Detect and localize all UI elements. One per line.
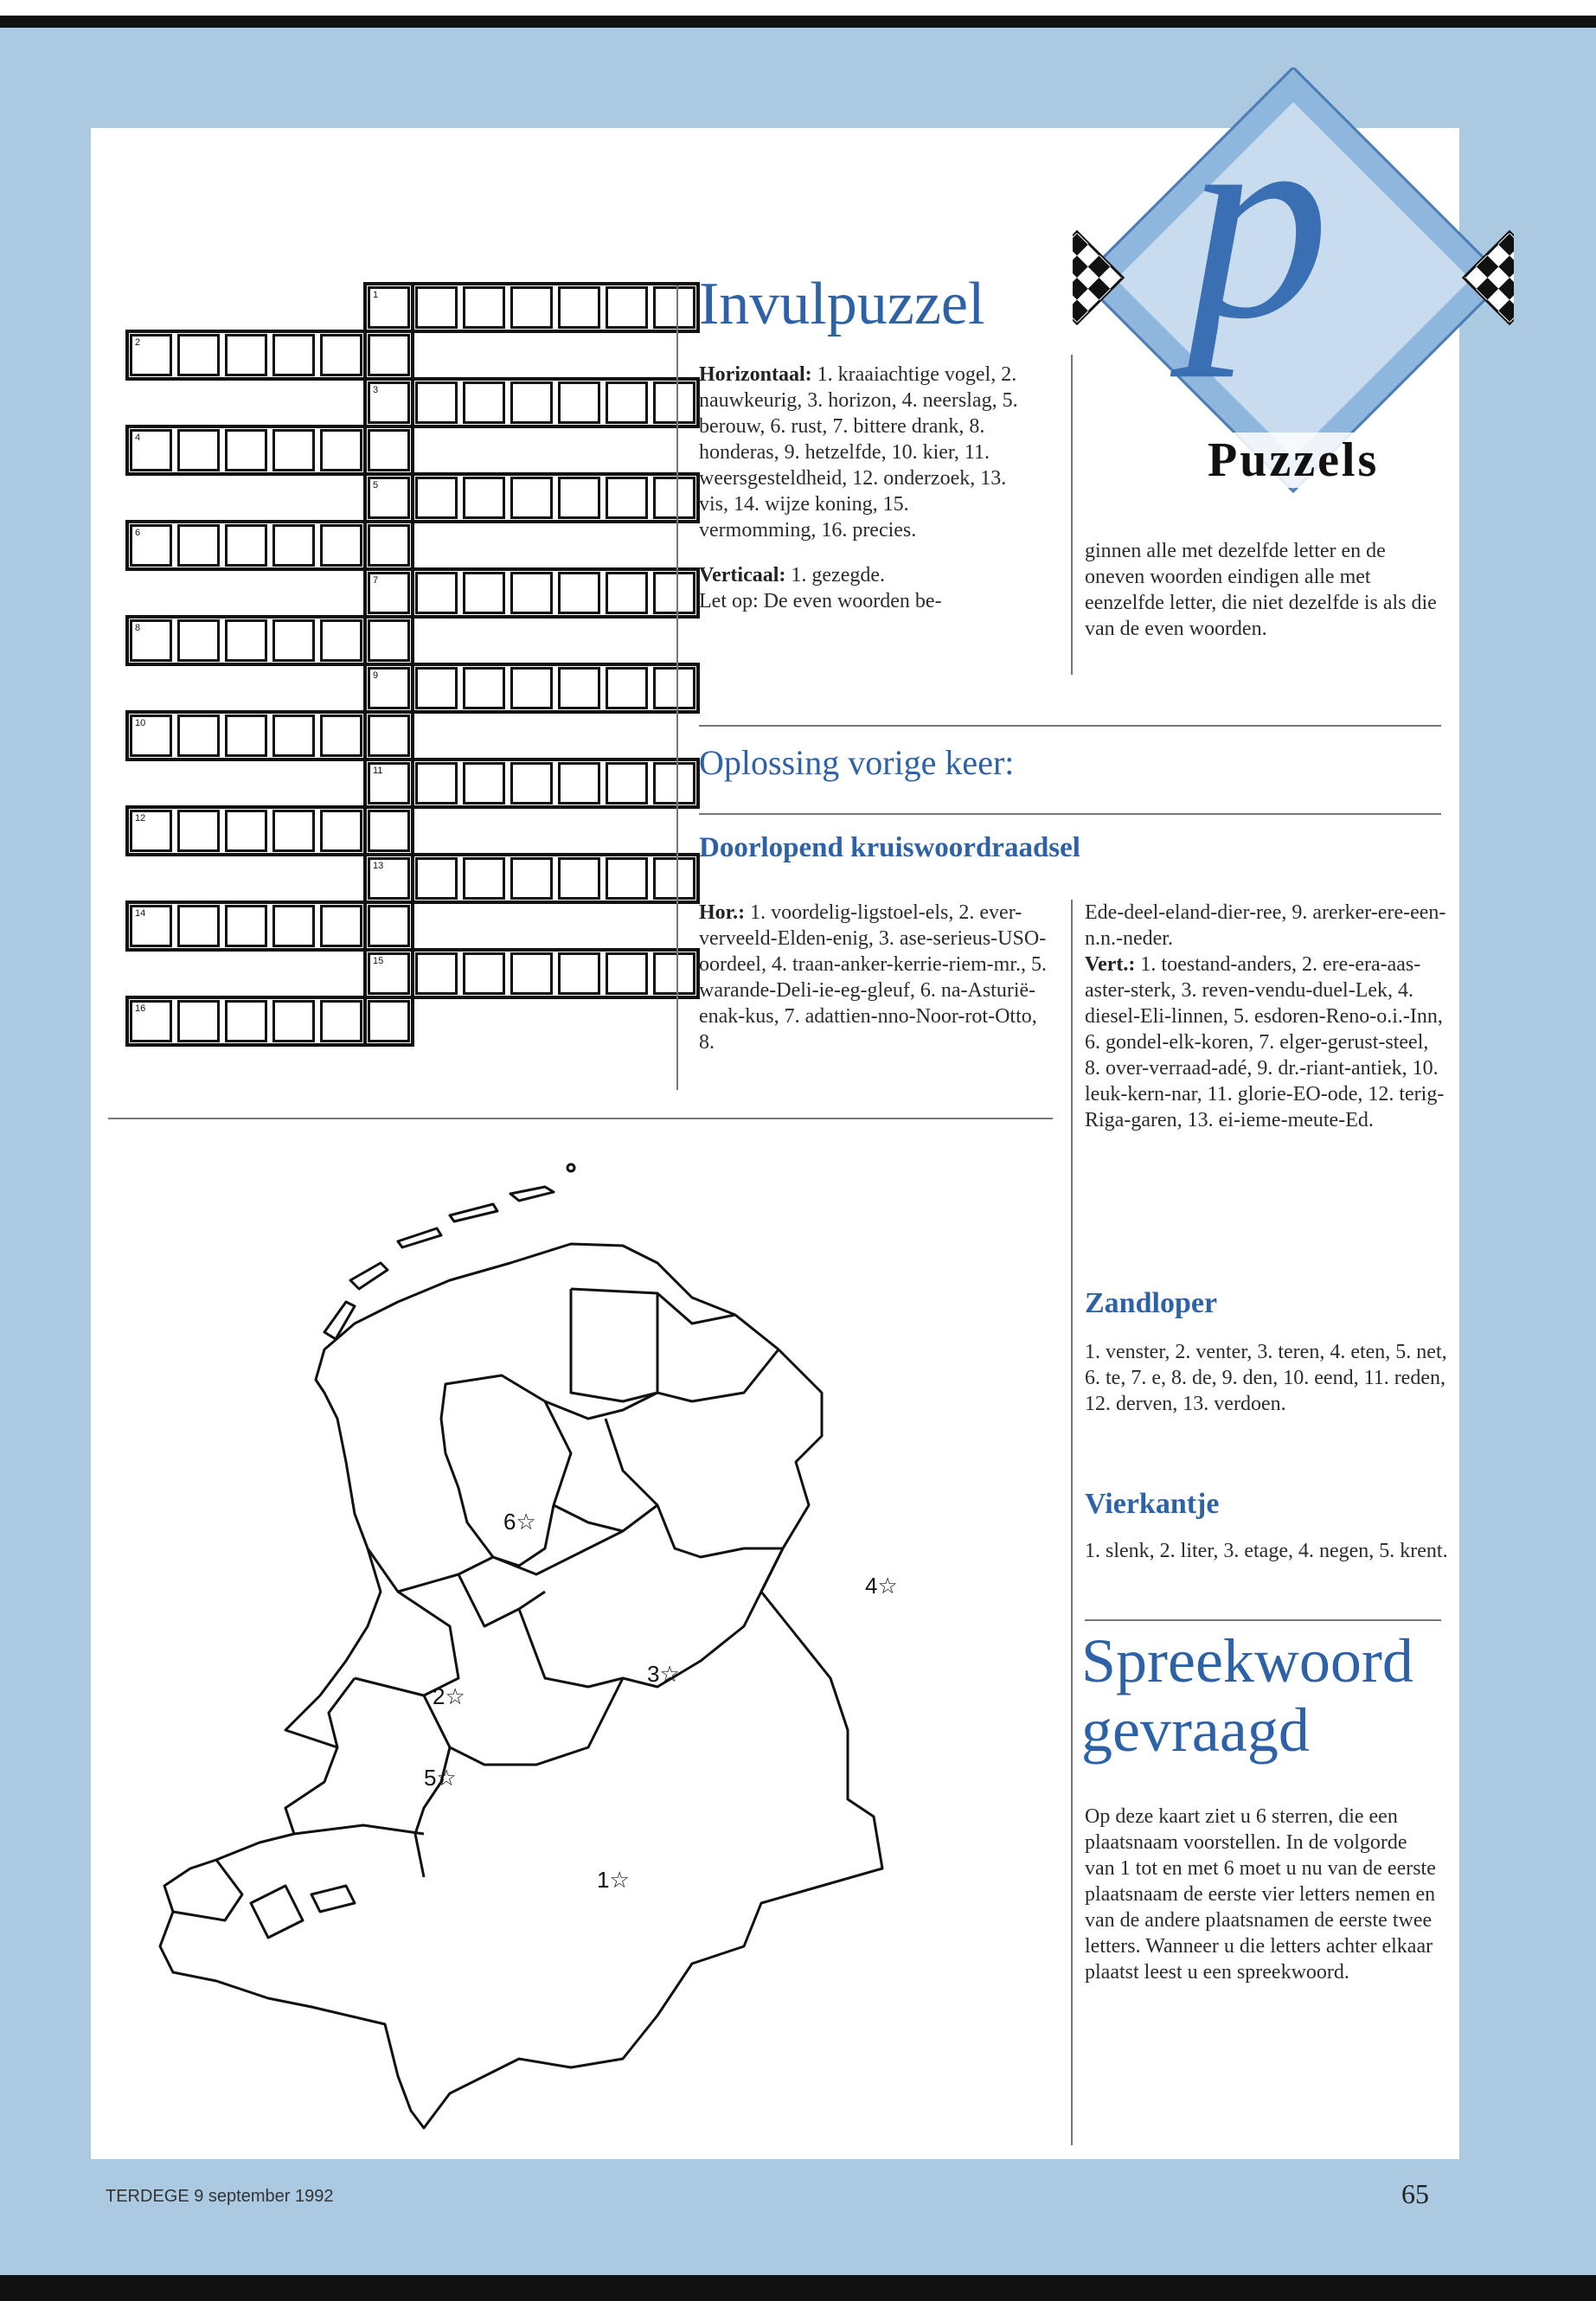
grid-cell[interactable] [463, 857, 505, 900]
clue-number: 12 [135, 813, 146, 824]
hor-solution-cont: Ede-deel-eland-dier-ree, 9. arerker-ere-een-n.n.-neder. [1085, 901, 1446, 950]
clue-number: 14 [135, 908, 146, 919]
column-cell[interactable] [368, 952, 410, 995]
grid-cell[interactable] [415, 857, 458, 900]
grid-cell[interactable] [272, 715, 315, 757]
grid-cell[interactable] [463, 952, 505, 995]
grid-cell[interactable] [320, 524, 362, 567]
brand-word: Puzzels [1204, 433, 1382, 488]
column-cell[interactable] [368, 715, 410, 757]
vert-solution: 1. toestand-anders, 2. ere-era-aas-aster-sterk, 3. reven-vendu-duel-Lek, 4. diesel-Eli-linnen, 5. esdoren-Reno-o.i.-Inn, 6. gondel-elk-koren, 7. elger-gerust-steel, 8. over-verraad-adé, 9. dr.-riant-antiek, 10. leuk-kern-nar, 11. glorie-EO-ode, 12. terig-Riga-garen, 13. ei-ieme-meute-Ed. [1085, 953, 1445, 1131]
doorlopend-right [1085, 900, 1448, 1133]
grid-cell[interactable] [272, 619, 315, 662]
grid-cell[interactable] [320, 619, 362, 662]
spreekwoord-text: Op deze kaart ziet u 6 sterren, die een plaatsnaam voorstellen. In de volgorde van 1 tot en met 6 moet u nu van de eerste plaatsnaam de eerste vier letters nemen en van de andere plaatsnamen de eerste twee letters. Wanneer u die letters achter elkaar plaatst leest u een spreekwoord. [1085, 1805, 1436, 1984]
grid-cell[interactable] [653, 857, 695, 900]
map-star-2: 2☆ [433, 1683, 465, 1709]
clue-number: 16 [135, 1003, 146, 1014]
grid-cell[interactable] [130, 429, 172, 471]
map-star-3: 3☆ [647, 1661, 680, 1687]
column-cell[interactable] [368, 905, 410, 947]
grid-cell[interactable] [225, 1000, 267, 1042]
grid-cell[interactable] [606, 952, 648, 995]
note-continuation: ginnen alle met dezelfde letter en de oneven woorden eindigen alle met eenzelfde letter, die niet dezelfde is als die van de even woorden. [1085, 540, 1437, 640]
grid-cell[interactable] [510, 477, 553, 519]
grid-cell[interactable] [606, 762, 648, 804]
grid-cell[interactable] [463, 381, 505, 424]
grid-cell[interactable] [558, 572, 600, 614]
grid-cell[interactable] [463, 667, 505, 709]
grid-cell[interactable] [653, 381, 695, 424]
grid-cell[interactable] [510, 572, 553, 614]
grid-cell[interactable] [606, 667, 648, 709]
grid-cell[interactable] [177, 524, 220, 567]
verticaal-label: Verticaal: [699, 564, 786, 586]
grid-cell[interactable] [653, 762, 695, 804]
column-cell[interactable] [368, 381, 410, 424]
column-cell[interactable] [368, 429, 410, 471]
footer-publication: TERDEGE 9 september 1992 [106, 2187, 334, 2206]
column-cell[interactable] [368, 524, 410, 567]
grid-cell[interactable] [177, 1000, 220, 1042]
netherlands-map [138, 1142, 1047, 2145]
clue-number: 10 [135, 718, 146, 728]
grid-cell[interactable] [177, 429, 220, 471]
clue-number: 4 [135, 433, 141, 443]
spreekwoord-title-line2: gevraagd [1081, 1695, 1310, 1765]
grid-cell[interactable] [558, 286, 600, 329]
grid-cell[interactable] [130, 334, 172, 376]
grid-cell[interactable] [415, 762, 458, 804]
top-black-bar [0, 16, 1596, 28]
grid-cell[interactable] [415, 381, 458, 424]
grid-cell[interactable] [653, 286, 695, 329]
clue-number: 8 [135, 623, 141, 633]
grid-cell[interactable] [558, 952, 600, 995]
hor-label: Hor.: [699, 901, 746, 924]
grid-cell[interactable] [606, 477, 648, 519]
grid-cell[interactable] [463, 286, 505, 329]
map-star-6: 6☆ [503, 1509, 536, 1535]
page-number: 65 [1401, 2178, 1429, 2209]
doorlopend-title: Doorlopend kruiswoordraadsel [699, 832, 1080, 863]
clue-number: 6 [135, 528, 141, 538]
grid-cell[interactable] [130, 1000, 172, 1042]
column-cell[interactable] [368, 477, 410, 519]
invulpuzzel-title: Invulpuzzel [699, 271, 985, 337]
grid-cell[interactable] [225, 715, 267, 757]
grid-cell[interactable] [558, 381, 600, 424]
column-cell[interactable] [368, 619, 410, 662]
clue-number: 13 [373, 861, 384, 871]
divider-3 [1085, 1619, 1441, 1621]
clue-number: 7 [373, 575, 379, 586]
map-star-4: 4☆ [865, 1573, 898, 1599]
grid-cell[interactable] [606, 572, 648, 614]
grid-cell[interactable] [320, 334, 362, 376]
grid-cell[interactable] [510, 857, 553, 900]
grid-cell[interactable] [177, 619, 220, 662]
grid-cell[interactable] [558, 477, 600, 519]
map-star-1: 1☆ [597, 1867, 630, 1893]
grid-cell[interactable] [653, 667, 695, 709]
column-cell[interactable] [368, 667, 410, 709]
vertical-rule-2 [1071, 355, 1073, 675]
vierkantje-solution: 1. slenk, 2. liter, 3. etage, 4. negen, 5. krent. [1085, 1540, 1448, 1562]
zandloper-title: Zandloper [1085, 1287, 1218, 1319]
grid-cell[interactable] [510, 952, 553, 995]
doorlopend-hor [699, 900, 1049, 1055]
grid-cell[interactable] [653, 952, 695, 995]
grid-cell[interactable] [510, 286, 553, 329]
zandloper-solution: 1. venster, 2. venter, 3. teren, 4. eten, 5. net, 6. te, 7. e, 8. de, 9. den, 10. eend, 11. reden, 12. derven, 13. verdoen. [1085, 1341, 1447, 1415]
grid-cell[interactable] [653, 572, 695, 614]
grid-cell[interactable] [415, 477, 458, 519]
column-cell[interactable] [368, 1000, 410, 1042]
grid-cell[interactable] [510, 667, 553, 709]
spreekwoord-title [1081, 1626, 1413, 1765]
clue-number: 15 [373, 956, 384, 966]
clue-number: 11 [373, 766, 383, 776]
grid-cell[interactable] [510, 762, 553, 804]
column-cell[interactable] [368, 810, 410, 852]
grid-cell[interactable] [130, 524, 172, 567]
grid-cell[interactable] [177, 334, 220, 376]
grid-cell[interactable] [272, 334, 315, 376]
horizontaal-label: Horizontaal: [699, 363, 812, 386]
grid-cell[interactable] [463, 572, 505, 614]
grid-cell[interactable] [225, 429, 267, 471]
clue-number: 9 [373, 670, 379, 681]
grid-cell[interactable] [463, 762, 505, 804]
clue-number: 1 [373, 290, 379, 300]
column-cell[interactable] [368, 572, 410, 614]
oplossing-title: Oplossing vorige keer: [699, 743, 1015, 782]
grid-cell[interactable] [320, 715, 362, 757]
vertical-rule-3 [1071, 900, 1073, 2145]
grid-cell[interactable] [272, 524, 315, 567]
grid-cell[interactable] [272, 429, 315, 471]
grid-cell[interactable] [320, 1000, 362, 1042]
grid-cell[interactable] [510, 381, 553, 424]
grid-cell[interactable] [272, 810, 315, 852]
invulpuzzel-clues [699, 362, 1028, 614]
horizontaal-clues: 1. kraaiachtige vogel, 2. nauwkeurig, 3. horizon, 4. neerslag, 5. berouw, 6. rust, 7. bittere drank, 8. honderas, 9. hetzelfde, 10. kier, 11. weersgesteldheid, 12. onderzoek, 13. vis, 14. wijze koning, 15. vermomming, 16. precies. [699, 363, 1018, 542]
grid-cell[interactable] [177, 810, 220, 852]
clue-number: 2 [135, 337, 141, 348]
bottom-black-bar [0, 2275, 1596, 2301]
map-star-5: 5☆ [424, 1765, 457, 1791]
spreekwoord-title-line1: Spreekwoord [1081, 1626, 1413, 1695]
grid-cell[interactable] [272, 1000, 315, 1042]
brand-letter: p [1187, 62, 1330, 378]
grid-cell[interactable] [225, 810, 267, 852]
vertical-rule-1 [676, 285, 678, 1090]
grid-cell[interactable] [320, 429, 362, 471]
column-cell[interactable] [368, 286, 410, 329]
grid-cell[interactable] [272, 905, 315, 947]
grid-cell[interactable] [606, 286, 648, 329]
divider-1 [699, 725, 1441, 727]
grid-cell[interactable] [177, 905, 220, 947]
divider-2 [699, 813, 1441, 815]
grid-cell[interactable] [463, 477, 505, 519]
grid-cell[interactable] [415, 667, 458, 709]
grid-cell[interactable] [130, 810, 172, 852]
grid-cell[interactable] [415, 286, 458, 329]
grid-cell[interactable] [606, 857, 648, 900]
map-divider [108, 1118, 1053, 1119]
grid-cell[interactable] [225, 905, 267, 947]
grid-cell[interactable] [225, 524, 267, 567]
grid-cell[interactable] [130, 715, 172, 757]
verticaal-clues: 1. gezegde. [791, 564, 886, 586]
grid-cell[interactable] [130, 619, 172, 662]
grid-cell[interactable] [177, 715, 220, 757]
grid-cell[interactable] [558, 857, 600, 900]
grid-cell[interactable] [653, 477, 695, 519]
grid-cell[interactable] [320, 810, 362, 852]
grid-cell[interactable] [415, 572, 458, 614]
hor-solution: 1. voordelig-ligstoel-els, 2. ever-verveeld-Elden-enig, 3. ase-serieus-USO-oordeel, 4. traan-anker-kerrie-riem-mr., 5. warande-Deli-ie-eg-gleuf, 6. na-Asturië-enak-kus, 7. adattien-nno-Noor-rot-Otto, 8. [699, 901, 1047, 1054]
clue-number: 3 [373, 385, 379, 395]
grid-cell[interactable] [130, 905, 172, 947]
column-cell[interactable] [368, 762, 410, 804]
column-cell[interactable] [368, 334, 410, 376]
column-cell[interactable] [368, 857, 410, 900]
grid-cell[interactable] [320, 905, 362, 947]
grid-cell[interactable] [225, 334, 267, 376]
grid-cell[interactable] [225, 619, 267, 662]
vert-label: Vert.: [1085, 953, 1136, 976]
grid-cell[interactable] [606, 381, 648, 424]
grid-cell[interactable] [558, 667, 600, 709]
note-start: Let op: De even woorden be- [699, 590, 942, 612]
clue-number: 5 [373, 480, 379, 490]
vierkantje-title: Vierkantje [1085, 1488, 1220, 1520]
grid-cell[interactable] [415, 952, 458, 995]
grid-cell[interactable] [558, 762, 600, 804]
